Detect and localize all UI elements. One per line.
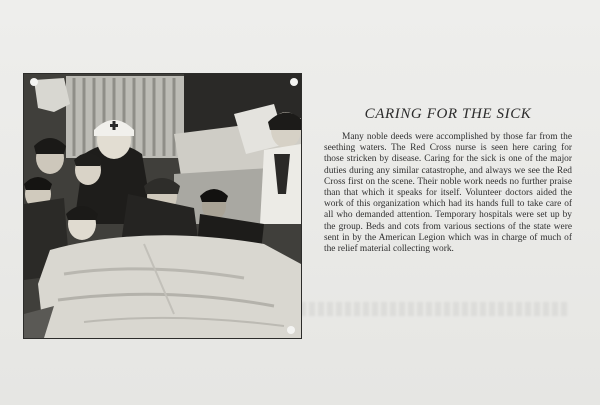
photograph-illustration [24, 74, 301, 338]
photo-corner-mount [290, 78, 298, 86]
show-through-text [28, 38, 576, 52]
page-heading: CARING FOR THE SICK [364, 106, 532, 122]
blanket [38, 235, 301, 338]
show-through-mark [300, 302, 570, 316]
body-paragraph: Many noble deeds were accomplished by those far from the seething waters. The Red Cross nurse is seen here caring for those stricken by disease. Caring for the sick is one of the major duties during any similar catastrophe, and always we see the Red Cross first on the scene. Their noble work needs no further praise than that which it speaks for itself. Volunteer doctors aided the work of this organization which had its hands full to take care of all who demanded attention. Temporary hospitals were set up by the group. Beds and cots from various sections of the state were sent in by the American Legion which was in charge of much of the relief material collecting work. [324, 132, 572, 255]
photo-corner-mount [30, 78, 38, 86]
photo-corner-mount [287, 326, 295, 334]
photograph-red-cross-nurse [24, 74, 301, 338]
